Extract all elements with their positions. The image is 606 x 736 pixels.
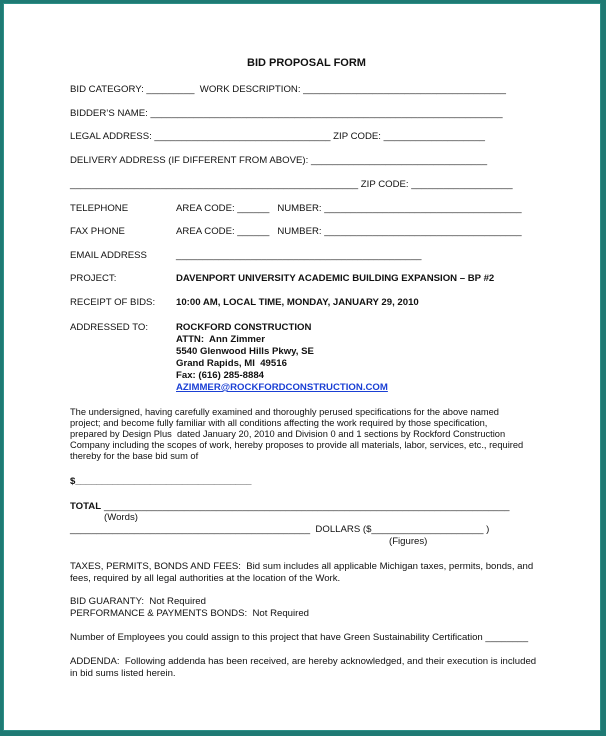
receipt-label: RECEIPT OF BIDS:: [70, 297, 156, 308]
employees-line: Number of Employees you could assign to this project that have Green Sustainability Certification ________: [70, 632, 529, 643]
base-bid-dollar-line: $_________________________________: [70, 476, 252, 487]
bid-category-line: BID CATEGORY: _________ WORK DESCRIPTION: ______________________________________: [70, 84, 506, 95]
total-words-blank: ____________________________________________________________________________: [104, 501, 510, 512]
performance-bonds: PERFORMANCE & PAYMENTS BONDS: Not Required: [70, 608, 310, 619]
addenda-line-1: ADDENDA: Following addenda has been received, are hereby acknowledged, and their execution is included: [70, 656, 537, 667]
total-label: TOTAL: [70, 501, 102, 512]
receipt-value: 10:00 AM, LOCAL TIME, MONDAY, JANUARY 29, 2010: [176, 297, 419, 308]
addressed-label: ADDRESSED TO:: [70, 322, 149, 333]
bid-guaranty: BID GUARANTY: Not Required: [70, 596, 206, 607]
fax-fields: AREA CODE: ______ NUMBER: _____________________________________: [176, 226, 522, 237]
delivery-address-line: DELIVERY ADDRESS (IF DIFFERENT FROM ABOVE): _________________________________: [70, 155, 488, 166]
delivery-address-cont-line: ______________________________________________________ ZIP CODE: ___________________: [70, 179, 513, 190]
address-attn: ATTN: Ann Zimmer: [176, 334, 266, 345]
email-blank: ______________________________________________: [176, 250, 422, 261]
telephone-fields: AREA CODE: ______ NUMBER: _____________________________________: [176, 203, 522, 214]
address-email-link[interactable]: AZIMMER@ROCKFORDCONSTRUCTION.COM: [176, 382, 388, 393]
proposal-paragraph-line-4: Company including the scopes of work, hereby proposes to provide all materials, labor, services, etc., required: [70, 440, 524, 450]
figures-caption: (Figures): [389, 536, 428, 547]
proposal-paragraph-line-1: The undersigned, having carefully examined and thoroughly perused specifications for the above named: [70, 407, 499, 417]
form-title: BID PROPOSAL FORM: [247, 57, 366, 69]
address-company: ROCKFORD CONSTRUCTION: [176, 322, 312, 333]
words-caption: (Words): [104, 512, 138, 523]
document-page: [3, 3, 601, 731]
taxes-line-1: TAXES, PERMITS, BONDS AND FEES: Bid sum includes all applicable Michigan taxes, permits, bonds, and: [70, 561, 534, 572]
project-value: DAVENPORT UNIVERSITY ACADEMIC BUILDING EXPANSION – BP #2: [176, 273, 495, 284]
dollars-line: _____________________________________________ DOLLARS ($_____________________ ): [70, 524, 490, 535]
email-label: EMAIL ADDRESS: [70, 250, 147, 261]
telephone-label: TELEPHONE: [70, 203, 129, 214]
proposal-paragraph-line-5: thereby for the base bid sum of: [70, 451, 199, 461]
bidder-name-line: BIDDER’S NAME: __________________________________________________________________: [70, 108, 503, 119]
proposal-paragraph-line-3: prepared by Design Plus dated January 20, 2010 and Division 0 and 1 sections by Rockford Construction: [70, 429, 506, 439]
address-city: Grand Rapids, MI 49516: [176, 358, 287, 369]
legal-address-line: LEGAL ADDRESS: _________________________________ ZIP CODE: ___________________: [70, 131, 486, 142]
addenda-line-2: in bid sums listed herein.: [70, 668, 176, 679]
proposal-paragraph-line-2: project; and become fully familiar with all conditions affecting the work required by those specification,: [70, 418, 488, 428]
project-label: PROJECT:: [70, 273, 117, 284]
fax-label: FAX PHONE: [70, 226, 125, 237]
taxes-line-2: fees, required by all legal authorities at the location of the Work.: [70, 573, 341, 584]
address-street: 5540 Glenwood Hills Pkwy, SE: [176, 346, 314, 357]
address-fax: Fax: (616) 285-8884: [176, 370, 264, 381]
